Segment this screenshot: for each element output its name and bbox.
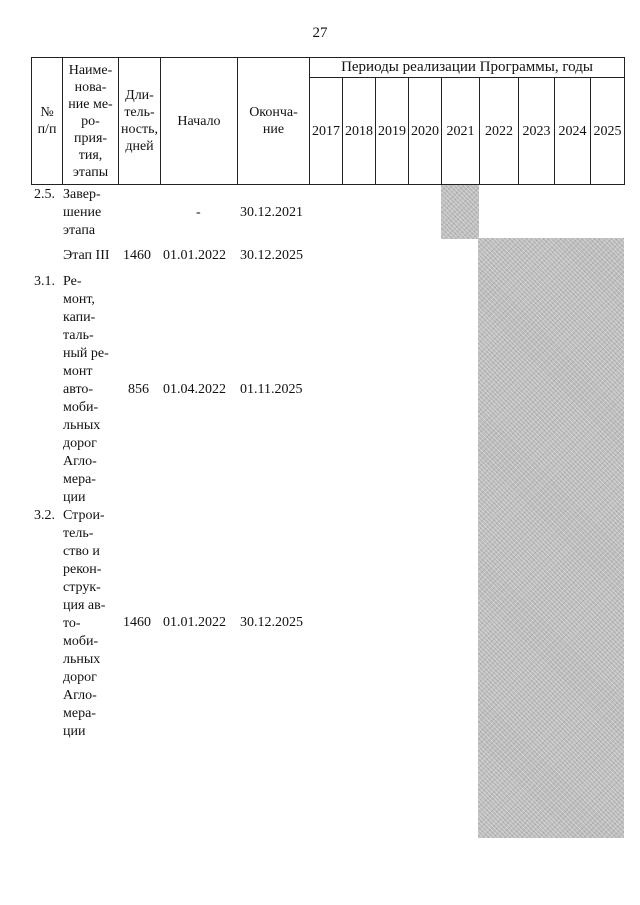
row-duration: 856 [128,382,149,397]
header-year-2025: 2025 [591,78,625,185]
table-header [31,57,625,185]
row-start: - [196,205,201,220]
row-name: Ре- монт, капи- таль- ный ре- монт авто- моби- льных дорог Агло- мера- ции [63,274,109,505]
row-num: 2.5. [34,187,55,202]
page-number: 27 [312,25,328,41]
header-year-2020: 2020 [409,78,442,185]
header-year-2019: 2019 [376,78,409,185]
gantt-bar-2022-2025 [478,238,624,838]
row-start: 01.01.2022 [163,615,226,630]
header-year-2024: 2024 [555,78,591,185]
header-start: Начало [161,58,238,185]
row-start: 01.01.2022 [163,248,226,263]
row-end: 30.12.2025 [240,615,303,630]
row-end: 01.11.2025 [240,382,303,397]
header-year-2018: 2018 [343,78,376,185]
header-periods-title: Периоды реализации Программы, годы [310,58,625,78]
header-end: Оконча- ние [238,58,310,185]
header-year-2017: 2017 [310,78,343,185]
row-num: 3.2. [34,508,55,523]
row-name: Строи- тель- ство и рекон- струк- ция ав- то- моби- льных дорог Агло- мера- ции [63,508,106,739]
row-start: 01.04.2022 [163,382,226,397]
gantt-bar-2021 [441,185,479,239]
row-name: Завер- шение этапа [63,187,102,238]
header-duration: Дли- тель- ность, дней [119,58,161,185]
row-end: 30.12.2025 [240,248,303,263]
row-num: 3.1. [34,274,55,289]
row-end: 30.12.2021 [240,205,303,220]
row-duration: 1460 [123,248,151,263]
header-year-2022: 2022 [480,78,519,185]
header-name: Наиме- нова- ние ме- ро- прия- тия, этапы [63,58,119,185]
header-year-2021: 2021 [442,78,480,185]
row-name: Этап III [63,248,110,263]
header-year-2023: 2023 [519,78,555,185]
row-duration: 1460 [123,615,151,630]
header-num: № п/п [32,58,63,185]
